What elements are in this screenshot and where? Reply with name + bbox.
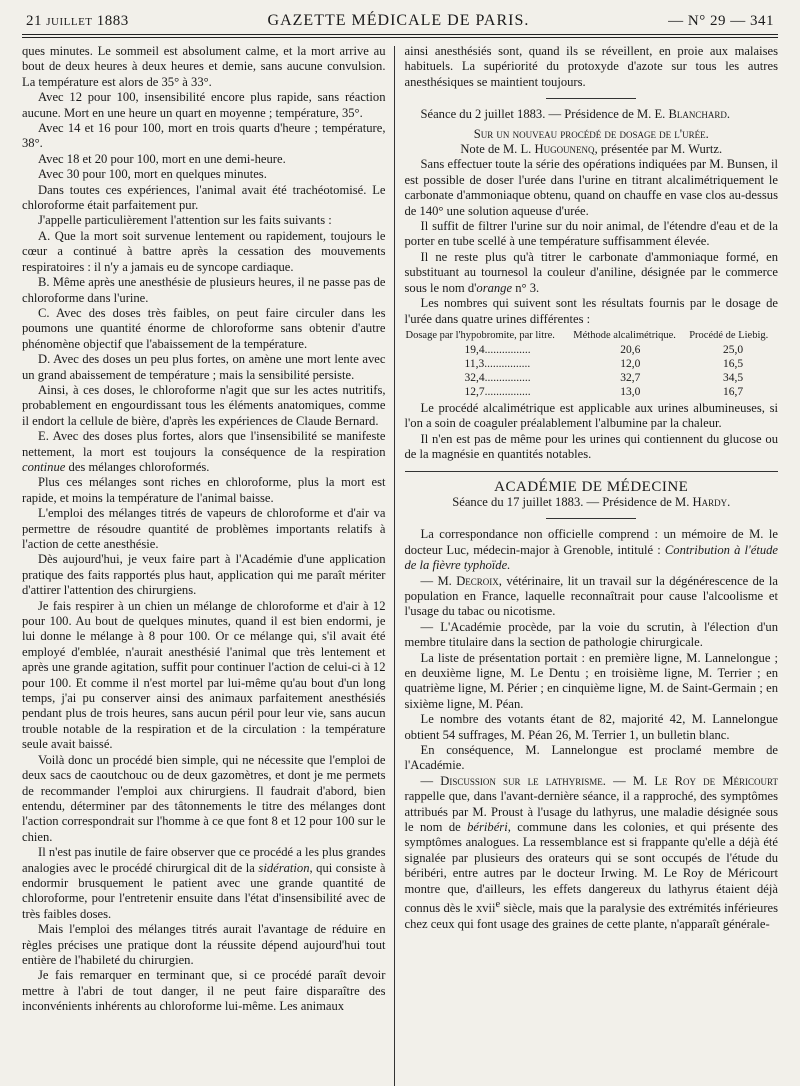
text-run: — M. (420, 573, 457, 588)
table-cell: 16,7 (723, 385, 744, 398)
left-column (22, 44, 394, 1086)
table-cell: 32,7 (620, 371, 641, 384)
table-cell: 16,5 (723, 357, 744, 370)
table-cell: 25,0 (723, 343, 744, 356)
paragraph: B. Même après une anesthésie de plusieurs heures, il ne passe pas de chloroforme dans l'urine. (22, 275, 386, 305)
session-heading (405, 107, 779, 122)
table-row (405, 343, 779, 357)
note-author-line (405, 142, 779, 157)
paragraph: A. Que la mort soit survenue lentement ou rapidement, toujours le cœur a continué à battre après la cessation des mouvements respiratoires : il n'y a jamais eu de syncope cardiaque. (22, 228, 386, 274)
paragraph: C. Avec des doses très faibles, on peut faire circuler dans les poumons une quantité énorme de chloroforme sans obtenir d'autre phénomène objectif que l'abaissement de la température. (22, 305, 386, 351)
paragraph: ainsi anesthésiés sont, quand ils se réveillent, en proie aux malaises habituels. La supériorité du protoxyde d'azote sur tous les autres anesthésiques se maintient toujours. (404, 44, 778, 89)
discussion-title: Discussion sur le lathyrisme. (440, 773, 606, 788)
header-rule (22, 34, 778, 35)
table-cell: 12,0 (620, 357, 641, 370)
text-run: La correspondance non officielle comprend : un mémoire de M. le docteur Luc, médecin-major à Grenoble, intitulé : (404, 527, 778, 557)
table-cell: 11,3................ (464, 357, 531, 370)
paragraph: Avec 30 pour 100, mort en quelques minutes. (38, 167, 267, 182)
emphasis: béribéri (467, 820, 508, 835)
presenter-name: Wurtz. (688, 142, 723, 157)
running-header (26, 12, 774, 30)
table-row (405, 371, 779, 385)
section-separator (546, 98, 636, 99)
issue-page-number: — N° 29 — 341 (668, 13, 774, 29)
text-run: Il n'est pas inutile de faire observer que ce procédé a les plus grandes analogies avec le procédé chirurgical dit de la (22, 845, 386, 875)
table-header: Méthode alcalimétrique. (573, 329, 676, 341)
paragraph: Je fais remarquer en terminant que, si ce procédé paraît devoir mettre à l'abri de tout danger, il ne peut faire disparaître des inconvénients inhérents au chloroforme lui-même. Les animaux (22, 968, 386, 1014)
paragraph: Dans toutes ces expériences, l'animal avait été trachéotomisé. Le chloroforme était parfaitement pur. (22, 182, 386, 213)
paragraph (405, 574, 779, 620)
paragraph: Avec 18 et 20 pour 100, mort en une demi-heure. (38, 151, 286, 166)
text-run: n° 3. (512, 280, 540, 295)
paragraph: Le nombre des votants étant de 82, majorité 42, M. Lannelongue obtient 54 suffrages, M. Péan 26, M. Terrier 1, un bulletin blanc. (404, 712, 778, 742)
text-run: rappelle que, dans l'avant-dernière séance, il a rapproché, des symptômes attribués par M. Proust à l'usage du lathyrus, une maladie désignée sous le nom de (404, 789, 778, 835)
table-row (405, 385, 779, 399)
text-run: , vétérinaire, lit un travail sur la dégénérescence de la population en France, laquelle reconnaîtrait pour cause l'alcoolisme et l'usage du tabac ou nicotisme. (404, 573, 778, 619)
text-run: des mélanges chloroformés. (65, 459, 210, 474)
paragraph: Avec 14 et 16 pour 100, mort en trois quarts d'heure ; température, 38°. (22, 121, 386, 151)
paragraph: — L'Académie procède, par la voie du scrutin, à l'élection d'un membre titulaire dans la section de pathologie chirurgicale. (404, 619, 778, 650)
paragraph: Je fais respirer à un chien un mélange de chloroforme et d'air à 12 pour 100. Au bout de quelques minutes, quand il est bien endormi, je lui donne le mélange à 8 pour 100. Or ce mélange qui, s'il avait été employé d'emblée, n'aurait anesthésié l'animal que très lentement et après une grande agitation, suffit pour continuer l'action de celui-ci à 12 pour 100. Et comme il n'est mortel par lui-même qu'au bout d'un long temps, j'ai pu conserver ainsi des animaux parfaitement anesthésiés pendant plus de trois heures, sans aucun péril pour leur vie, sans aucun trouble notable de la respiration et de la circulation : la température seule avait baissé. (22, 598, 386, 752)
text-run: , présentée par M. (594, 142, 689, 157)
emphasis: sidération (258, 860, 310, 875)
paragraph: ques minutes. Le sommeil est absolument calme, et la mort arrive au bout de deux heures à deux heures et demie, sans aucune convulsion. La température est alors de 35° à 33°. (22, 44, 386, 89)
paragraph: Il n'en est pas de même pour les urines qui contiennent du glucose ou de la magnésie en quantités notables. (404, 431, 778, 462)
paragraph (22, 845, 386, 922)
paragraph (405, 527, 779, 573)
text-run: siècle, mais que la paralysie des extrémités inférieures chez ceux qui font usage des graines de cette plante, n'apparaît générale- (404, 901, 778, 931)
paragraph: Avec 12 pour 100, insensibilité encore plus rapide, sans réaction aucune. Mort en une heure un quart en moyenne ; température, 35°. (22, 90, 386, 120)
paragraph: Dès aujourd'hui, je veux faire part à l'Académie d'une application pratique des faits rapportés plus haut, application qui me paraît mériter d'attirer l'attention des chirurgiens. (22, 552, 386, 598)
paragraph: Il suffit de filtrer l'urine sur du noir animal, de l'étendre d'eau et de la porter en tube scellé à une température suffisamment élevée. (404, 219, 778, 249)
president-name: Hardy. (692, 494, 731, 509)
session-heading (405, 495, 779, 510)
section-title: ACADÉMIE DE MÉDECINE (494, 478, 689, 495)
paragraph: D. Avec des doses un peu plus fortes, on amène une mort lente avec un grand abaissement de température ; mais la sensibilité persiste. (22, 352, 386, 382)
note-title: Sur un nouveau procédé de dosage de l'urée. (473, 126, 709, 141)
journal-title: GAZETTE MÉDICALE DE PARIS. (267, 12, 530, 29)
paragraph: Le procédé alcalimétrique est applicable aux urines albumineuses, si l'on a soin de coaguler préalablement l'albumine par la chaleur. (404, 400, 778, 431)
paragraph: Les nombres qui suivent sont les résultats fournis par le dosage de l'urée dans quatre urines différentes : (404, 296, 778, 326)
paragraph (405, 250, 779, 296)
table-header: Dosage par l'hypobromite, par litre. (405, 329, 555, 341)
table-cell: 20,6 (620, 343, 641, 356)
paragraph: Plus ces mélanges sont riches en chloroforme, plus la mort est rapide, et moins la température de l'animal baisse. (22, 475, 386, 505)
table-cell: 12,7................ (464, 385, 531, 398)
header-rule-thin (22, 37, 778, 38)
uree-results-table (405, 329, 779, 399)
text-run: Séance du 2 juillet 1883. — Présidence de M. E. (420, 107, 669, 122)
superscript: e (495, 899, 501, 911)
speaker-name: Decroix (456, 573, 499, 588)
paragraph (405, 774, 779, 932)
section-separator (405, 471, 779, 472)
emphasis: continue (22, 459, 66, 474)
columns (22, 44, 778, 1086)
section-separator (546, 518, 636, 519)
emphasis: orange (476, 280, 513, 295)
table-cell: 19,4................ (464, 343, 531, 356)
table-cell: 34,5 (723, 371, 744, 384)
paragraph: Ainsi, à ces doses, le chloroforme n'agit que sur les actes nutritifs, probablement en engourdissant tous les éléments anatomiques, comme il endort la cellule de bière, d'après les expériences de Claude Bernard. (22, 382, 386, 428)
table-cell: 32,4................ (464, 371, 531, 384)
paragraph: L'emploi des mélanges titrés de vapeurs de chloroforme et d'air va permettre de résoudre quantité de problèmes importants relatifs à l'action de cette anesthésie. (22, 506, 386, 551)
paragraph: Voilà donc un procédé bien simple, qui ne nécessite que l'emploi de deux sacs de caoutchouc ou de deux gazomètres, et dont je me permets de recommander l'emploi aux chirurgiens. Il faudrait d'abord, bien entendu, déterminer par des tâtonnements le titre des mélanges dont l'action correspondrait sur l'homme à ce que font 8 et 12 pour 100 sur le chien. (22, 752, 386, 844)
text-run: Note de M. L. (460, 142, 535, 157)
paragraph: En conséquence, M. Lannelongue est proclamé membre de l'Académie. (404, 743, 778, 773)
paragraph: La liste de présentation portait : en première ligne, M. Lannelongue ; en deuxième ligne, M. Le Dentu ; en troisième ligne, M. Terrier ; en quatrième ligne, M. Périer ; en cinquième ligne, M. de Saint-Germain ; en sixième ligne, M. Péan. (404, 650, 778, 711)
emphasis: Contribution à l'étude de la fièvre typhoïde. (404, 542, 778, 573)
table-header-row (405, 329, 779, 343)
paragraph: Mais l'emploi des mélanges titrés aurait l'avantage de réduire en règles précises une pratique dont la réussite dépend aujourd'hui tout entière de l'habileté du chirurgien. (22, 922, 386, 967)
paragraph: Sans effectuer toute la série des opérations indiquées par M. Bunsen, il est possible de doser l'urée dans l'urine en titrant alcalimétriquement le carbonate d'ammoniaque obtenu, quand on chauffe en vase clos au-dessus de 140° une solution aqueuse d'urée. (404, 157, 778, 218)
text-run: , commune dans les colonies, et qui présente des symptômes analogues. La ressemblance est si frappante qu'elle a déjà été signalée par plusieurs des orateurs qui se sont occupés de l'étude du béribéri, entre autres par le docteur Irwing. M. Le Roy de Méricourt montre que, d'ailleurs, les effets dangereux du lathyrus étaient déjà connus dès le xvii (404, 820, 778, 916)
right-column (395, 44, 779, 1086)
header-date: 21 juillet 1883 (26, 13, 129, 29)
table-header: Procédé de Liebig. (689, 329, 769, 341)
author-name: Hugounenq (534, 142, 595, 157)
president-name: Blanchard. (668, 107, 731, 122)
text-run: — M. (605, 773, 655, 788)
text-run: Séance du 17 juillet 1883. — Présidence de M. (452, 494, 693, 509)
table-cell: 13,0 (620, 385, 641, 398)
paragraph (22, 429, 386, 475)
text-run: Il ne reste plus qu'à titrer le carbonate d'ammoniaque formé, en substituant au tournesol la couleur d'aniline, désignée par le commerce sous le nom d' (404, 249, 778, 295)
text-run: E. Avec des doses plus fortes, alors que l'insensibilité se manifeste nettement, la mort est toujours la conséquence de la respiration (22, 429, 386, 459)
table-row (405, 357, 779, 371)
text-run: — (420, 773, 441, 788)
paragraph: J'appelle particulièrement l'attention sur les faits suivants : (38, 213, 332, 228)
text-run: , qui consiste à endormir brusquement le patient avec une grande quantité de chloroforme, pour l'entretenir ensuite dans l'état d'insensibilité avec de très faibles doses. (22, 860, 386, 921)
speaker-name: Le Roy de Méricourt (654, 773, 778, 788)
